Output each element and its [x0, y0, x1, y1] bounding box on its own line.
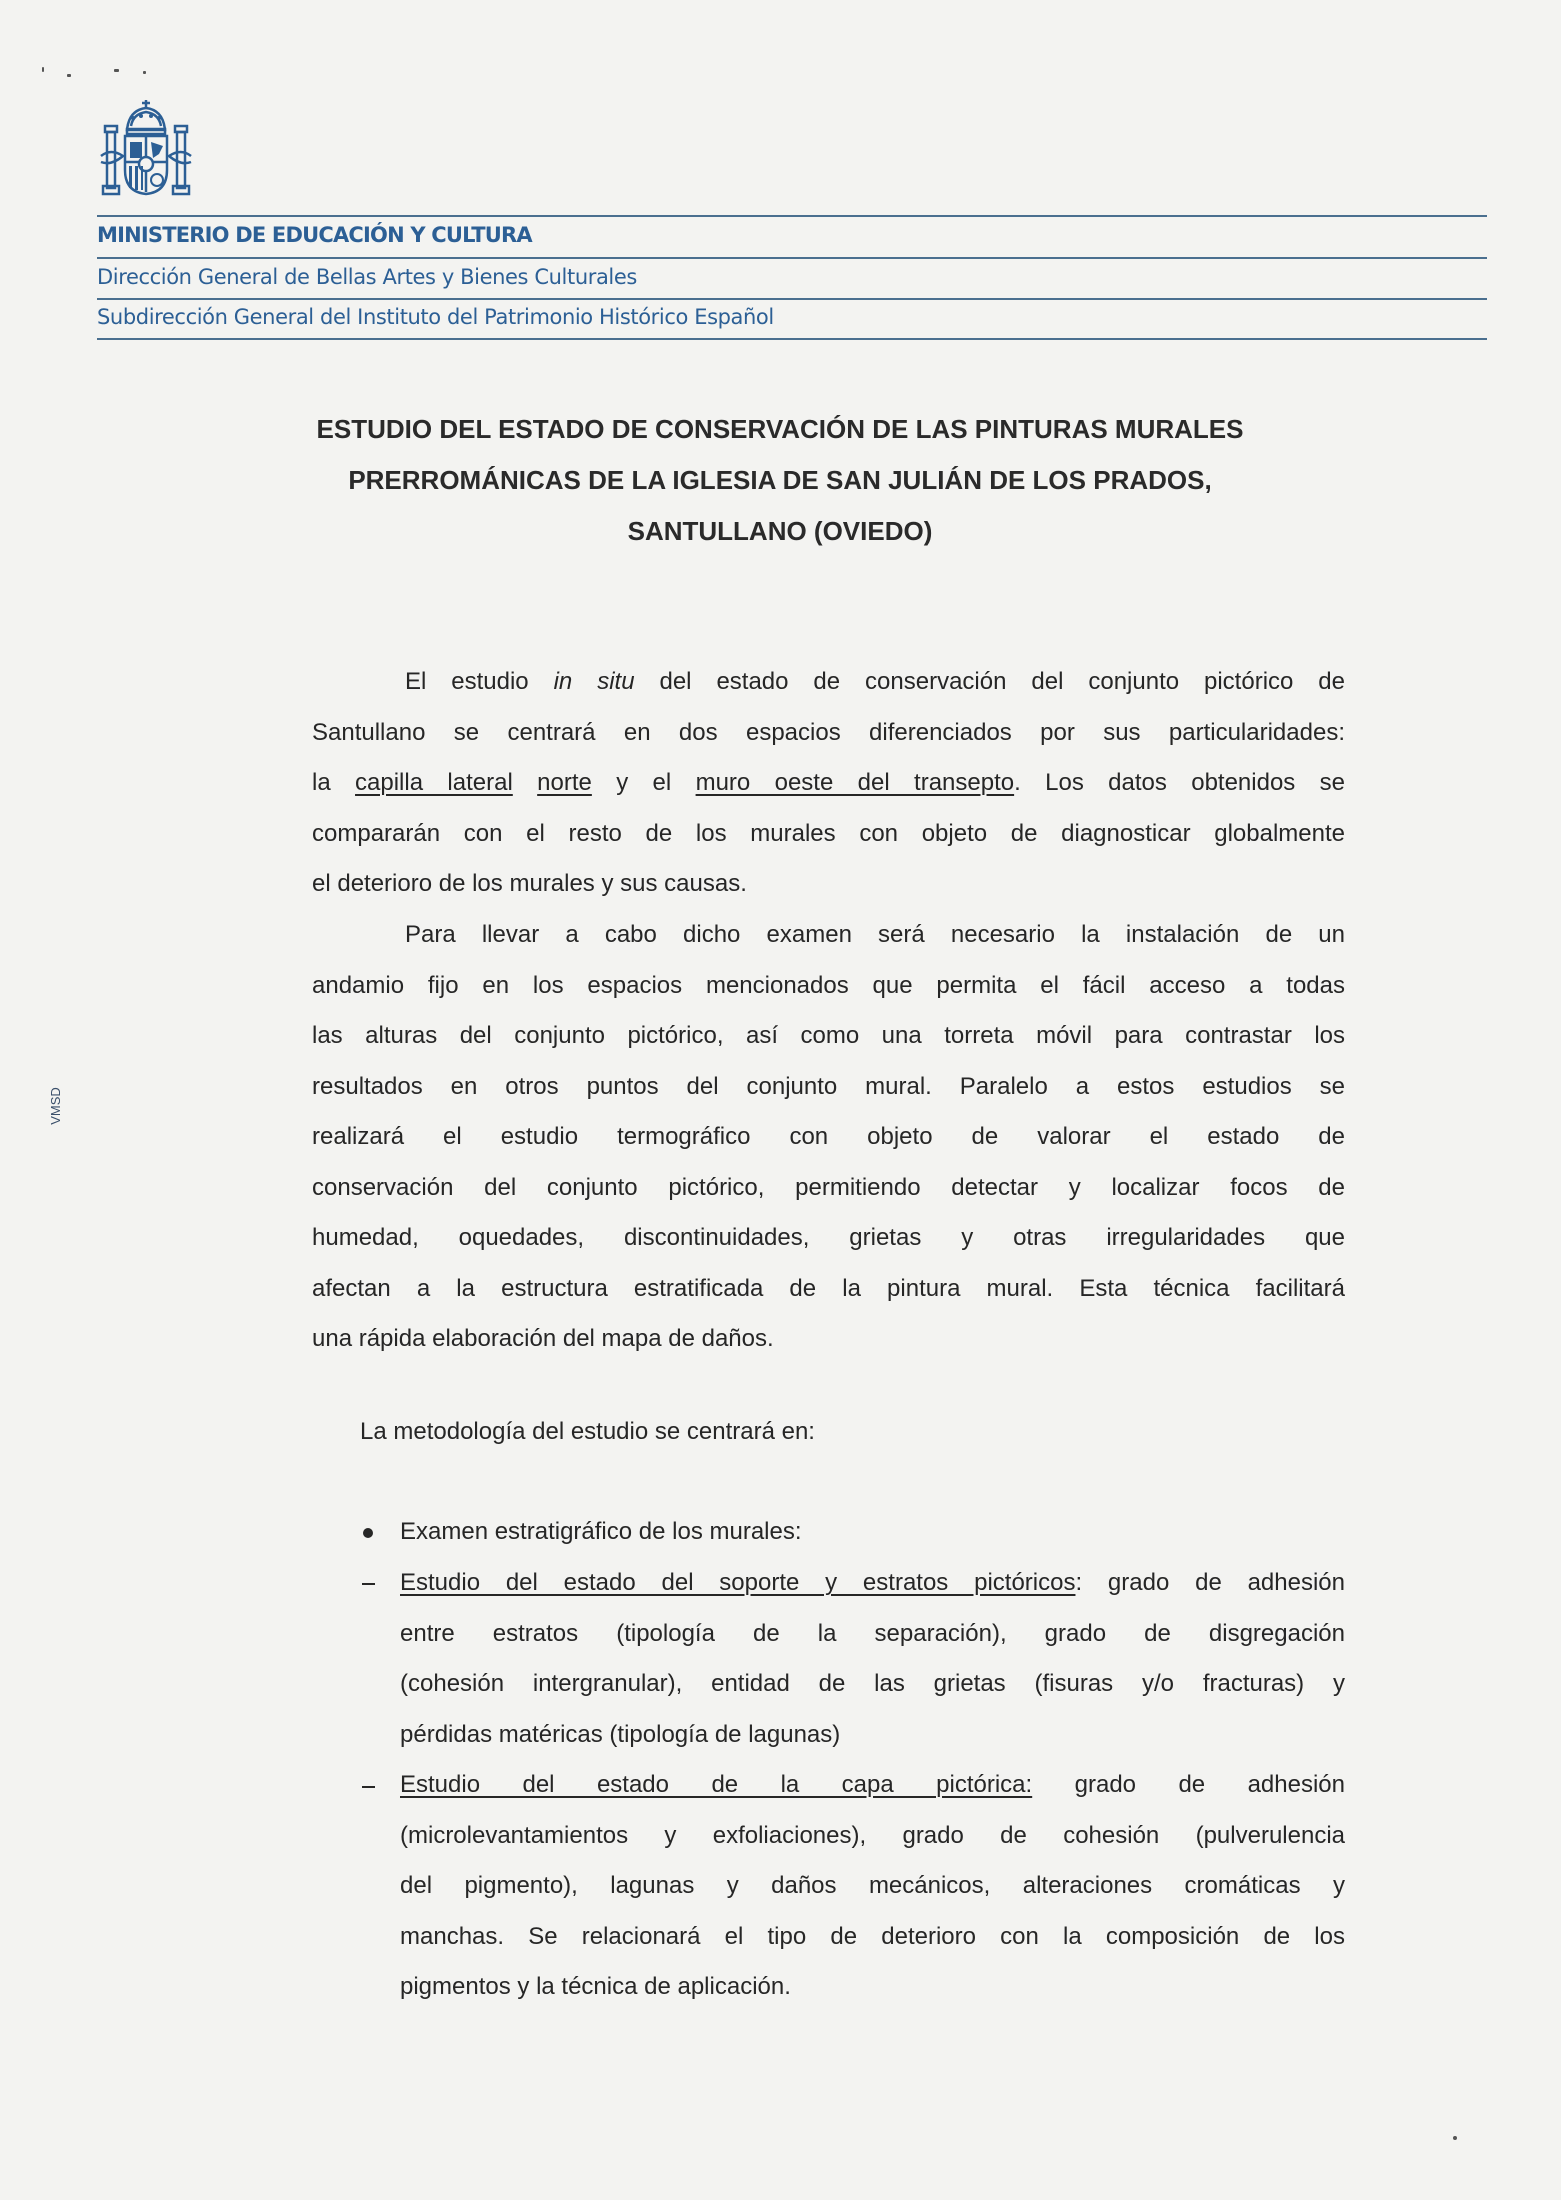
- text-line: [400, 1922, 1345, 1952]
- underlined-text: Estudio del estado del soporte y estratos pictóricos: [400, 1569, 1076, 1596]
- text-segment: resultados en otros puntos del conjunto mural. Paralelo a estos estudios se: [312, 1072, 1345, 1100]
- text-segment: [513, 769, 537, 796]
- letterhead-rule: [97, 338, 1487, 340]
- text-line: [312, 1223, 1345, 1253]
- text-segment: la: [312, 769, 356, 796]
- text-line: [400, 1770, 1345, 1800]
- title-line: SANTULLANO (OVIEDO): [627, 516, 933, 546]
- text-line: [405, 920, 1345, 950]
- text-line: [312, 1122, 1345, 1152]
- text-line: [405, 667, 1345, 697]
- dash-icon: [362, 1786, 375, 1788]
- text-segment: manchas. Se relacionará el tipo de deterioro con la composición de los: [400, 1922, 1345, 1950]
- letterhead-rule: [97, 257, 1487, 259]
- text-segment: conservación del conjunto pictórico, permitiendo detectar y localizar focos de: [312, 1173, 1345, 1201]
- text-line: [312, 1072, 1345, 1102]
- text-segment: afectan a la estructura estratificada de la pintura mural. Esta técnica facilitará: [312, 1274, 1345, 1302]
- directorate-name: Dirección General de Bellas Artes y Bienes Culturales: [97, 265, 637, 289]
- text-line: [312, 869, 747, 899]
- side-mark: VMSD: [48, 1087, 63, 1125]
- coat-of-arms-icon: [97, 96, 195, 198]
- text-segment: el deterioro de los murales y sus causas.: [312, 870, 747, 897]
- underlined-text: Estudio del estado de la capa pictórica:: [400, 1771, 1033, 1798]
- text-line: [312, 971, 1345, 1001]
- text-line: [400, 1669, 1345, 1699]
- scan-speck: [114, 69, 119, 72]
- title-line: ESTUDIO DEL ESTADO DE CONSERVACIÓN DE LAS PINTURAS MURALES: [316, 414, 1244, 444]
- bullet-item: Examen estratigráfico de los murales:: [400, 1518, 802, 1545]
- text-line: [312, 1324, 774, 1354]
- text-segment: las alturas del conjunto pictórico, así como una torreta móvil para contrastar los: [312, 1022, 1345, 1049]
- title-line: PRERROMÁNICAS DE LA IGLESIA DE SAN JULIÁN DE LOS PRADOS,: [348, 465, 1212, 495]
- text-segment: . Los datos obtenidos se: [1014, 769, 1345, 796]
- text-segment: del pigmento), lagunas y daños mecánicos, alteraciones cromáticas y: [400, 1872, 1345, 1899]
- text-segment: (microlevantamientos y exfoliaciones), grado de cohesión (pulverulencia: [400, 1821, 1345, 1849]
- underlined-text: muro oeste del transepto: [695, 769, 1015, 796]
- text-line: [312, 1173, 1345, 1203]
- subdirectorate-name: Subdirección General del Instituto del Patrimonio Histórico Español: [97, 305, 774, 329]
- underlined-text: norte: [537, 769, 592, 796]
- text-line: [312, 768, 1345, 798]
- document-title: [180, 404, 1380, 557]
- text-line: [400, 1821, 1345, 1851]
- text-segment: andamio fijo en los espacios mencionados que permita el fácil acceso a todas: [312, 971, 1345, 999]
- text-segment: entre estratos (tipología de la separación), grado de disgregación: [400, 1619, 1345, 1647]
- text-segment: grado de adhesión: [1032, 1771, 1345, 1798]
- text-segment: una rápida elaboración del mapa de daños.: [312, 1325, 774, 1352]
- dash-icon: [362, 1583, 375, 1585]
- text-line: [400, 1619, 1345, 1649]
- text-segment: : grado de adhesión: [1075, 1569, 1345, 1596]
- scan-speck: [143, 71, 146, 74]
- text-line: [312, 819, 1345, 849]
- underlined-text: capilla lateral: [355, 769, 513, 796]
- methodology-intro: La metodología del estudio se centrará en:: [360, 1418, 815, 1445]
- text-segment: del estado de conservación del conjunto pictórico de: [634, 668, 1345, 695]
- italic-text: in situ: [553, 668, 635, 695]
- text-line: [400, 1871, 1345, 1901]
- text-line: [400, 1720, 840, 1750]
- scan-speck: [42, 67, 44, 72]
- text-segment: humedad, oquedades, discontinuidades, grietas y otras irregularidades que: [312, 1224, 1345, 1251]
- text-line: [312, 1274, 1345, 1304]
- text-line: [312, 718, 1345, 748]
- bullet-icon: [363, 1528, 373, 1538]
- scan-speck: [67, 74, 71, 77]
- text-segment: y el: [591, 769, 696, 796]
- letterhead-rule: [97, 215, 1487, 217]
- text-segment: (cohesión intergranular), entidad de las grietas (fisuras y/o fracturas) y: [400, 1670, 1345, 1697]
- text-line: [400, 1972, 791, 2002]
- text-segment: pérdidas matéricas (tipología de lagunas): [400, 1720, 841, 1748]
- text-line: [312, 1021, 1345, 1051]
- scan-speck: [1453, 2136, 1457, 2140]
- text-line: [400, 1568, 1345, 1598]
- ministry-name: MINISTERIO DE EDUCACIÓN Y CULTURA: [97, 223, 532, 247]
- text-segment: Para llevar a cabo dicho examen será necesario la instalación de un: [405, 921, 1345, 948]
- text-segment: realizará el estudio termográfico con objeto de valorar el estado de: [312, 1123, 1345, 1150]
- text-segment: compararán con el resto de los murales con objeto de diagnosticar globalmente: [312, 819, 1345, 847]
- text-segment: pigmentos y la técnica de aplicación.: [400, 1973, 791, 2000]
- text-segment: El estudio: [405, 668, 554, 695]
- text-segment: Santullano se centrará en dos espacios diferenciados por sus particularidades:: [312, 718, 1345, 746]
- letterhead-rule: [97, 298, 1487, 300]
